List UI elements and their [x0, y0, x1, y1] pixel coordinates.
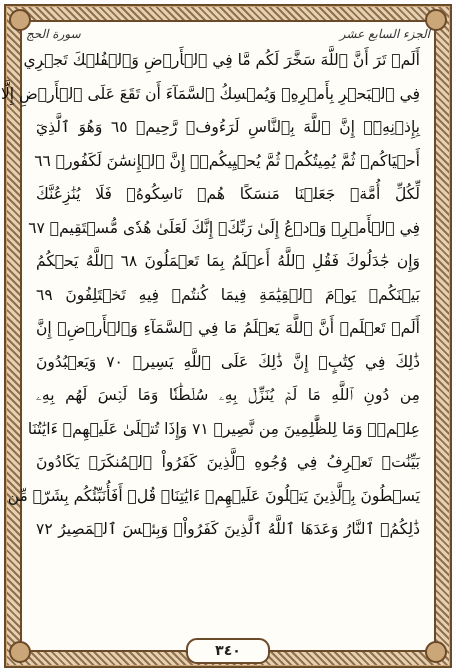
page-footer: [0, 636, 456, 664]
text-line: مِن دُونِ ٱللَّهِ مَا لَمۡ يُنَزِّلۡ بِهِۦ سُلۡطَٰنٗا وَمَا لَيۡسَ لَهُم بِهِۦ: [36, 386, 420, 404]
text-line: فِي ٱلۡبَحۡرِ بِأَمۡرِهِۦ وَيُمۡسِكُ ٱلسَّمَآءَ أَن تَقَعَ عَلَى ٱلۡأَرۡضِ إِلَّا: [0, 84, 420, 103]
page-number: ٣٤٠: [186, 638, 270, 664]
text-line: أَلَمۡ تَرَ أَنَّ ٱللَّهَ سَخَّرَ لَكُم مَّا فِي ٱلۡأَرۡضِ وَٱلۡفُلۡكَ تَجۡرِي: [23, 51, 420, 69]
text-line: فِي ٱلۡأَمۡرِۚ وَٱدۡعُ إِلَىٰ رَبِّكَۖ إِنَّكَ لَعَلَىٰ هُدٗى مُّسۡتَقِيمٖ ٦٧: [28, 218, 420, 237]
surah-label: سورة الحج: [26, 27, 81, 41]
juz-label: الجزء السابع عشر: [339, 27, 430, 41]
text-line: بَيۡنَكُمۡ يَوۡمَ ٱلۡقِيَٰمَةِ فِيمَا كُنتُمۡ فِيهِ تَخۡتَلِفُونَ ٦٩: [36, 285, 420, 304]
text-line: أَحۡيَاكُمۡ ثُمَّ يُمِيتُكُمۡ ثُمَّ يُحۡيِيكُمۡۗ إِنَّ ٱلۡإِنسَٰنَ لَكَفُورٞ ٦٦: [34, 151, 420, 170]
text-line: ذَٰلِكُمُۚ ٱلنَّارُ وَعَدَهَا ٱللَّهُ ٱلَّذِينَ كَفَرُواْۖ وَبِئۡسَ ٱلۡمَصِيرُ ٧٢: [36, 520, 420, 538]
text-line: يَسۡطُونَ بِٱلَّذِينَ يَتۡلُونَ عَلَيۡهِمۡ ءَايَٰتِنَاۗ قُلۡ أَفَأُنَبِّئُكُم بِشَرّٖ مِّن: [7, 486, 420, 505]
text-line: بَيِّنَٰتٖ تَعۡرِفُ فِي وُجُوهِ ٱلَّذِينَ كَفَرُواْ ٱلۡمُنكَرَۖ يَكَادُونَ: [36, 453, 420, 471]
quran-text-block: [0, 44, 421, 614]
text-line: أَلَمۡ تَعۡلَمۡ أَنَّ ٱللَّهَ يَعۡلَمُ مَا فِي ٱلسَّمَآءِ وَٱلۡأَرۡضِۚ إِنَّ: [36, 319, 420, 337]
text-line: بِإِذۡنِهِۦٓۚ إِنَّ ٱللَّهَ بِٱلنَّاسِ لَرَءُوفٞ رَّحِيمٞ ٦٥ وَهُوَ ٱلَّذِيٓ: [36, 118, 420, 136]
text-line: عِلۡمٞۗ وَمَا لِلظَّٰلِمِينَ مِن نَّصِيرٖ ٧١ وَإِذَا تُتۡلَىٰ عَلَيۡهِمۡ ءَايَٰتُنَا: [27, 419, 420, 438]
text-line: وَإِن جَٰدَلُوكَ فَقُلِ ٱللَّهُ أَعۡلَمُ بِمَا تَعۡمَلُونَ ٦٨ ٱللَّهُ يَحۡكُمُ: [36, 252, 420, 270]
text-line: لِّكُلِّ أُمَّةٖ جَعَلۡنَا مَنسَكًا هُمۡ نَاسِكُوهُۖ فَلَا يُنَٰزِعُنَّكَ: [36, 185, 420, 203]
page-header: [26, 24, 430, 44]
text-line: ذَٰلِكَ فِي كِتَٰبٍۚ إِنَّ ذَٰلِكَ عَلَى ٱللَّهِ يَسِيرٞ ٧٠ وَيَعۡبُدُونَ: [36, 352, 421, 371]
